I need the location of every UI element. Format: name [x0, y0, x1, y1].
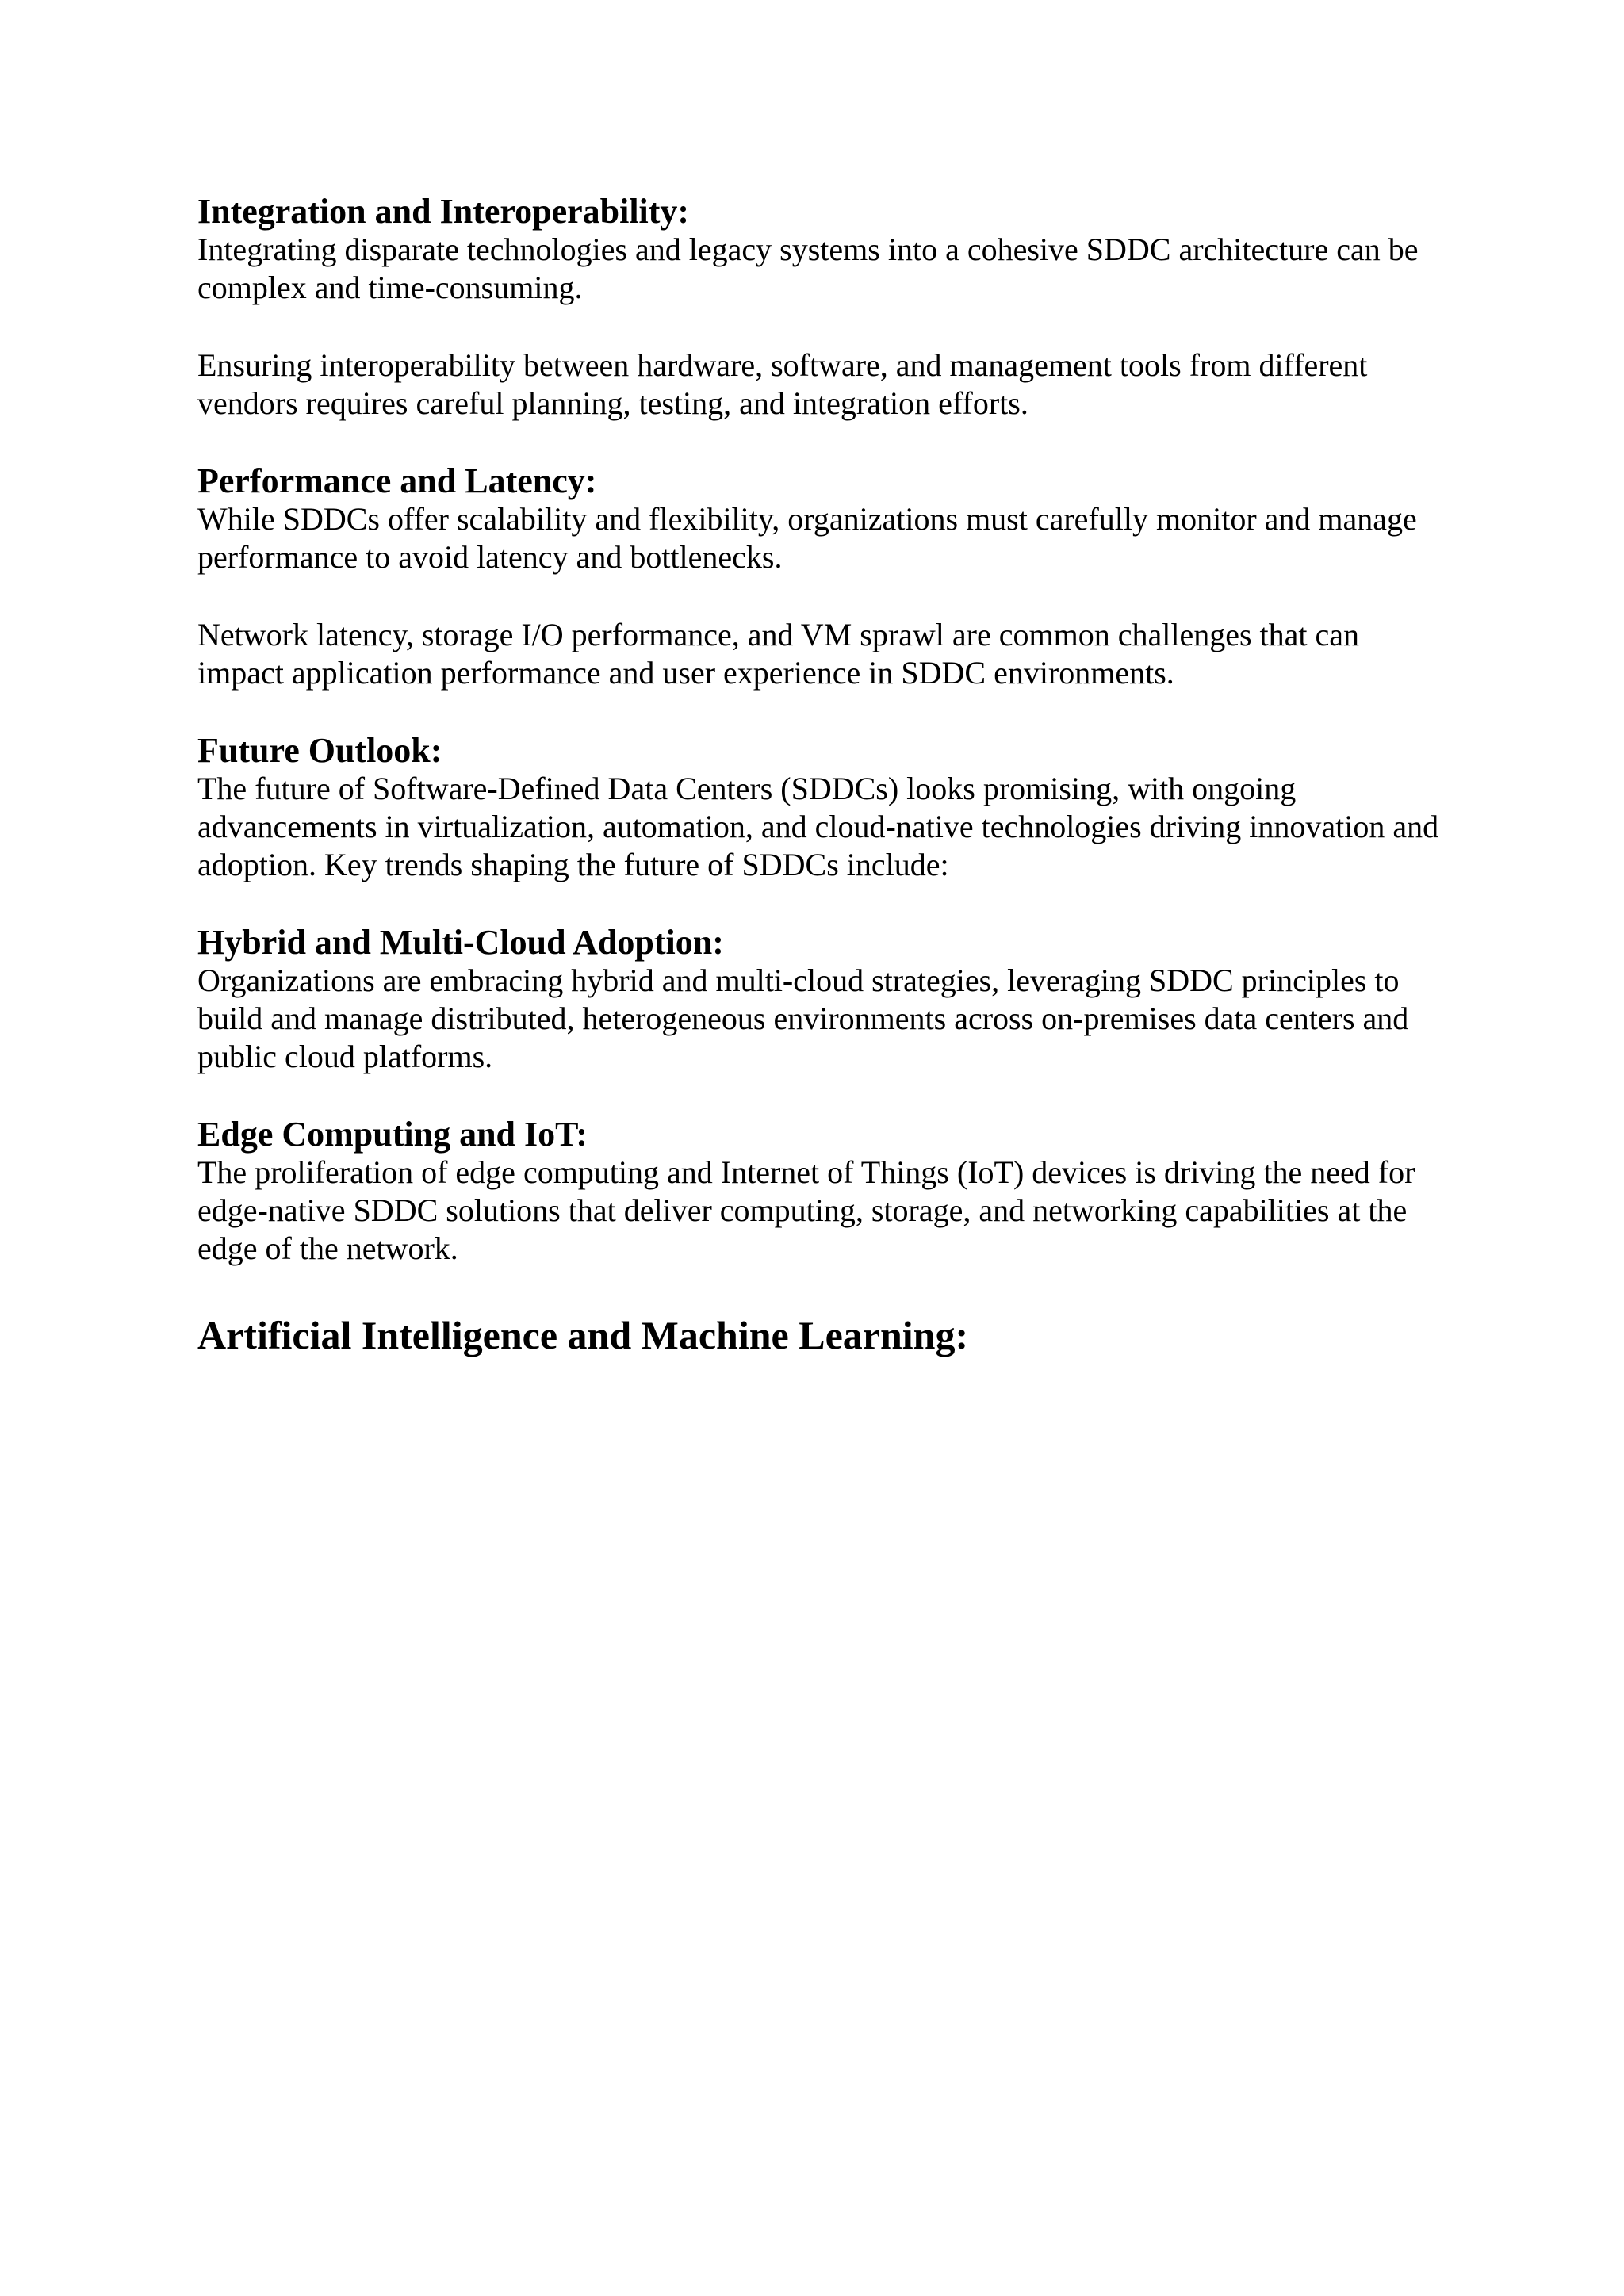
- paragraph: While SDDCs offer scalability and flexibility, organizations must carefully monitor and manage performance to avoid latency and bottlenecks.: [197, 501, 1417, 575]
- heading-ai-ml: Artificial Intelligence and Machine Learning:: [197, 1313, 969, 1357]
- paragraph: Organizations are embracing hybrid and multi-cloud strategies, leveraging SDDC principles to build and manage distributed, heterogeneous environments across on-premises data centers and public cloud platforms.: [197, 962, 1409, 1074]
- document-body: [197, 193, 1450, 1359]
- paragraph: Integrating disparate technologies and legacy systems into a cohesive SDDC architecture can be complex and time-consuming.: [197, 232, 1419, 305]
- paragraph: The proliferation of edge computing and Internet of Things (IoT) devices is driving the need for edge-native SDDC solutions that deliver computing, storage, and networking capabilities at the edge of the network.: [197, 1154, 1415, 1266]
- paragraph: Network latency, storage I/O performance, and VM sprawl are common challenges that can impact application performance and user experience in SDDC environments.: [197, 617, 1359, 691]
- heading-hybrid-multi-cloud: Hybrid and Multi-Cloud Adoption:: [197, 923, 724, 962]
- heading-future-outlook: Future Outlook:: [197, 731, 442, 770]
- heading-integration-interoperability: Integration and Interoperability:: [197, 192, 690, 231]
- heading-performance-latency: Performance and Latency:: [197, 461, 597, 500]
- paragraph: The future of Software-Defined Data Centers (SDDCs) looks promising, with ongoing advancements in virtualization, automation, and cloud-native technologies driving innovation and adoption. Key trends shaping the future of SDDCs include:: [197, 771, 1439, 882]
- paragraph: Ensuring interoperability between hardware, software, and management tools from different vendors requires careful planning, testing, and integration efforts.: [197, 347, 1368, 421]
- heading-edge-computing-iot: Edge Computing and IoT:: [197, 1115, 588, 1154]
